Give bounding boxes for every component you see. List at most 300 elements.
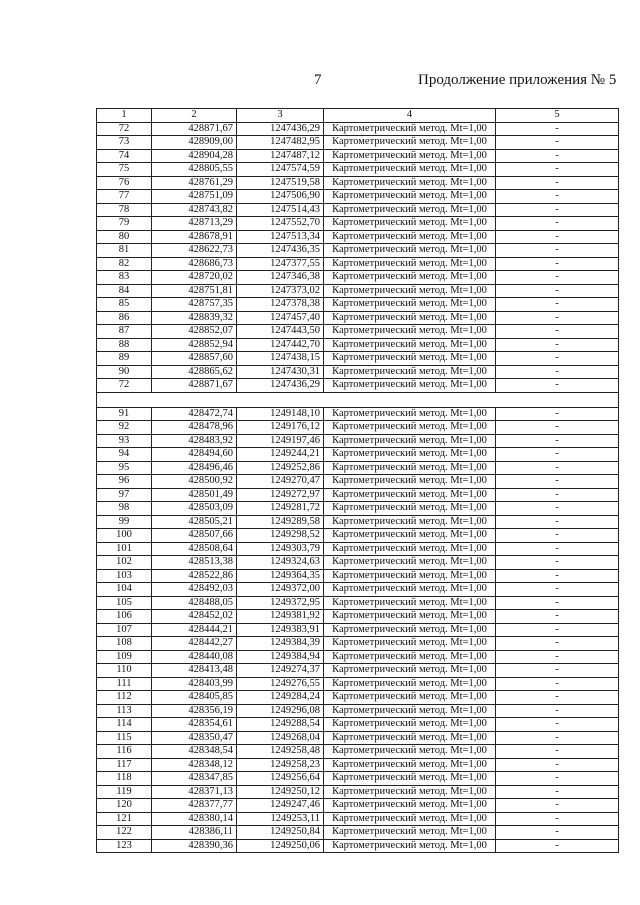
- x-coordinate-cell: 428871,67: [152, 379, 237, 393]
- x-coordinate-cell: 428452,02: [152, 610, 237, 624]
- accuracy-cell: -: [496, 407, 619, 421]
- method-cell: Картометрический метод. Mt=1,00: [324, 298, 496, 312]
- accuracy-cell: -: [496, 529, 619, 543]
- table-row: [97, 257, 619, 271]
- point-number-cell: 108: [97, 637, 152, 651]
- y-coordinate-cell: 1247436,29: [237, 379, 324, 393]
- method-cell: Картометрический метод. Mt=1,00: [324, 230, 496, 244]
- accuracy-cell: -: [496, 325, 619, 339]
- point-number-cell: 77: [97, 190, 152, 204]
- x-coordinate-cell: 428678,91: [152, 230, 237, 244]
- method-cell: Картометрический метод. Mt=1,00: [324, 691, 496, 705]
- point-number-cell: 100: [97, 529, 152, 543]
- accuracy-cell: -: [496, 284, 619, 298]
- x-coordinate-cell: 428508,64: [152, 542, 237, 556]
- x-coordinate-cell: 428371,13: [152, 785, 237, 799]
- accuracy-cell: -: [496, 718, 619, 732]
- point-number-cell: 97: [97, 488, 152, 502]
- method-cell: Картометрический метод. Mt=1,00: [324, 664, 496, 678]
- table-row: [97, 271, 619, 285]
- x-coordinate-cell: 428356,19: [152, 704, 237, 718]
- accuracy-cell: -: [496, 298, 619, 312]
- point-number-cell: 81: [97, 244, 152, 258]
- method-cell: Картометрический метод. Mt=1,00: [324, 190, 496, 204]
- table-row: [97, 365, 619, 379]
- accuracy-cell: -: [496, 799, 619, 813]
- method-cell: Картометрический метод. Mt=1,00: [324, 421, 496, 435]
- y-coordinate-cell: 1249288,54: [237, 718, 324, 732]
- table-row: [97, 502, 619, 516]
- table-row: [97, 230, 619, 244]
- x-coordinate-cell: 428472,74: [152, 407, 237, 421]
- x-coordinate-cell: 428720,02: [152, 271, 237, 285]
- x-coordinate-cell: 428507,66: [152, 529, 237, 543]
- y-coordinate-cell: 1247436,29: [237, 122, 324, 136]
- table-row: [97, 122, 619, 136]
- x-coordinate-cell: 428483,92: [152, 434, 237, 448]
- x-coordinate-cell: 428865,62: [152, 365, 237, 379]
- table-row: [97, 325, 619, 339]
- accuracy-cell: -: [496, 461, 619, 475]
- accuracy-cell: -: [496, 596, 619, 610]
- page-number: 7: [314, 72, 322, 88]
- accuracy-cell: -: [496, 434, 619, 448]
- point-number-cell: 117: [97, 758, 152, 772]
- table-row: [97, 772, 619, 786]
- y-coordinate-cell: 1249197,46: [237, 434, 324, 448]
- column-header: 3: [237, 109, 324, 123]
- x-coordinate-cell: 428488,05: [152, 596, 237, 610]
- table-row: [97, 785, 619, 799]
- point-number-cell: 105: [97, 596, 152, 610]
- point-number-cell: 116: [97, 745, 152, 759]
- accuracy-cell: -: [496, 271, 619, 285]
- accuracy-cell: -: [496, 149, 619, 163]
- accuracy-cell: -: [496, 637, 619, 651]
- table-row: [97, 677, 619, 691]
- accuracy-cell: -: [496, 569, 619, 583]
- table-row: [97, 176, 619, 190]
- point-number-cell: 102: [97, 556, 152, 570]
- y-coordinate-cell: 1249148,10: [237, 407, 324, 421]
- point-number-cell: 72: [97, 122, 152, 136]
- x-coordinate-cell: 428852,07: [152, 325, 237, 339]
- x-coordinate-cell: 428622,73: [152, 244, 237, 258]
- x-coordinate-cell: 428496,46: [152, 461, 237, 475]
- point-number-cell: 88: [97, 338, 152, 352]
- y-coordinate-cell: 1247442,70: [237, 338, 324, 352]
- y-coordinate-cell: 1247346,38: [237, 271, 324, 285]
- table-row: [97, 190, 619, 204]
- table-row: [97, 461, 619, 475]
- appendix-title: Продолжение приложения № 5: [418, 72, 617, 88]
- accuracy-cell: -: [496, 826, 619, 840]
- point-number-cell: 96: [97, 475, 152, 489]
- y-coordinate-cell: 1249303,79: [237, 542, 324, 556]
- point-number-cell: 86: [97, 311, 152, 325]
- table-row: [97, 515, 619, 529]
- point-number-cell: 85: [97, 298, 152, 312]
- point-number-cell: 80: [97, 230, 152, 244]
- y-coordinate-cell: 1247514,43: [237, 203, 324, 217]
- method-cell: Картометрический метод. Mt=1,00: [324, 650, 496, 664]
- y-coordinate-cell: 1249272,97: [237, 488, 324, 502]
- accuracy-cell: -: [496, 556, 619, 570]
- x-coordinate-cell: 428390,36: [152, 839, 237, 853]
- table-row: [97, 569, 619, 583]
- table-row: [97, 799, 619, 813]
- accuracy-cell: -: [496, 610, 619, 624]
- x-coordinate-cell: 428757,35: [152, 298, 237, 312]
- x-coordinate-cell: 428403,99: [152, 677, 237, 691]
- accuracy-cell: -: [496, 352, 619, 366]
- table-row: [97, 298, 619, 312]
- point-number-cell: 110: [97, 664, 152, 678]
- y-coordinate-cell: 1249268,04: [237, 731, 324, 745]
- method-cell: Картометрический метод. Mt=1,00: [324, 122, 496, 136]
- accuracy-cell: -: [496, 677, 619, 691]
- method-cell: Картометрический метод. Mt=1,00: [324, 149, 496, 163]
- method-cell: Картометрический метод. Mt=1,00: [324, 163, 496, 177]
- accuracy-cell: -: [496, 230, 619, 244]
- accuracy-cell: -: [496, 650, 619, 664]
- method-cell: Картометрический метод. Mt=1,00: [324, 136, 496, 150]
- point-number-cell: 84: [97, 284, 152, 298]
- x-coordinate-cell: 428751,81: [152, 284, 237, 298]
- point-number-cell: 120: [97, 799, 152, 813]
- accuracy-cell: -: [496, 176, 619, 190]
- point-number-cell: 82: [97, 257, 152, 271]
- table-row: [97, 311, 619, 325]
- point-number-cell: 79: [97, 217, 152, 231]
- separator-cell: [97, 392, 619, 407]
- x-coordinate-cell: 428513,38: [152, 556, 237, 570]
- accuracy-cell: -: [496, 475, 619, 489]
- table-row: [97, 475, 619, 489]
- accuracy-cell: -: [496, 812, 619, 826]
- table-row: [97, 610, 619, 624]
- point-number-cell: 73: [97, 136, 152, 150]
- y-coordinate-cell: 1249384,39: [237, 637, 324, 651]
- x-coordinate-cell: 428386,11: [152, 826, 237, 840]
- accuracy-cell: -: [496, 772, 619, 786]
- method-cell: Картометрический метод. Mt=1,00: [324, 610, 496, 624]
- method-cell: Картометрический метод. Mt=1,00: [324, 257, 496, 271]
- column-header: 2: [152, 109, 237, 123]
- method-cell: Картометрический метод. Mt=1,00: [324, 407, 496, 421]
- method-cell: Картометрический метод. Mt=1,00: [324, 731, 496, 745]
- x-coordinate-cell: 428500,92: [152, 475, 237, 489]
- method-cell: Картометрический метод. Mt=1,00: [324, 325, 496, 339]
- x-coordinate-cell: 428522,86: [152, 569, 237, 583]
- accuracy-cell: -: [496, 122, 619, 136]
- point-number-cell: 87: [97, 325, 152, 339]
- table-row: [97, 731, 619, 745]
- point-number-cell: 90: [97, 365, 152, 379]
- method-cell: Картометрический метод. Mt=1,00: [324, 637, 496, 651]
- point-number-cell: 103: [97, 569, 152, 583]
- y-coordinate-cell: 1247574,59: [237, 163, 324, 177]
- x-coordinate-cell: 428494,60: [152, 448, 237, 462]
- y-coordinate-cell: 1247378,38: [237, 298, 324, 312]
- x-coordinate-cell: 428761,29: [152, 176, 237, 190]
- accuracy-cell: -: [496, 421, 619, 435]
- point-number-cell: 104: [97, 583, 152, 597]
- method-cell: Картометрический метод. Mt=1,00: [324, 448, 496, 462]
- accuracy-cell: -: [496, 502, 619, 516]
- accuracy-cell: -: [496, 583, 619, 597]
- table-row: [97, 826, 619, 840]
- x-coordinate-cell: 428505,21: [152, 515, 237, 529]
- x-coordinate-cell: 428839,32: [152, 311, 237, 325]
- accuracy-cell: -: [496, 704, 619, 718]
- point-number-cell: 101: [97, 542, 152, 556]
- y-coordinate-cell: 1249384,94: [237, 650, 324, 664]
- method-cell: Картометрический метод. Mt=1,00: [324, 556, 496, 570]
- method-cell: Картометрический метод. Mt=1,00: [324, 217, 496, 231]
- accuracy-cell: -: [496, 488, 619, 502]
- y-coordinate-cell: 1247513,34: [237, 230, 324, 244]
- table-row: [97, 596, 619, 610]
- x-coordinate-cell: 428440,08: [152, 650, 237, 664]
- column-header: 1: [97, 109, 152, 123]
- x-coordinate-cell: 428857,60: [152, 352, 237, 366]
- x-coordinate-cell: 428904,28: [152, 149, 237, 163]
- group-separator-row: [97, 392, 619, 407]
- accuracy-cell: -: [496, 244, 619, 258]
- table-row: [97, 434, 619, 448]
- table-row: [97, 691, 619, 705]
- y-coordinate-cell: 1249296,08: [237, 704, 324, 718]
- table-row: [97, 758, 619, 772]
- method-cell: Картометрический метод. Mt=1,00: [324, 677, 496, 691]
- method-cell: Картометрический метод. Mt=1,00: [324, 704, 496, 718]
- x-coordinate-cell: 428380,14: [152, 812, 237, 826]
- column-header: 4: [324, 109, 496, 123]
- y-coordinate-cell: 1247519,58: [237, 176, 324, 190]
- x-coordinate-cell: 428492,03: [152, 583, 237, 597]
- y-coordinate-cell: 1247457,40: [237, 311, 324, 325]
- point-number-cell: 118: [97, 772, 152, 786]
- table-row: [97, 664, 619, 678]
- x-coordinate-cell: 428805,55: [152, 163, 237, 177]
- accuracy-cell: -: [496, 311, 619, 325]
- x-coordinate-cell: 428503,09: [152, 502, 237, 516]
- method-cell: Картометрический метод. Mt=1,00: [324, 569, 496, 583]
- coordinates-table: [96, 108, 619, 853]
- point-number-cell: 98: [97, 502, 152, 516]
- method-cell: Картометрический метод. Mt=1,00: [324, 785, 496, 799]
- y-coordinate-cell: 1249270,47: [237, 475, 324, 489]
- x-coordinate-cell: 428501,49: [152, 488, 237, 502]
- method-cell: Картометрический метод. Mt=1,00: [324, 488, 496, 502]
- method-cell: Картометрический метод. Mt=1,00: [324, 758, 496, 772]
- method-cell: Картометрический метод. Mt=1,00: [324, 583, 496, 597]
- point-number-cell: 76: [97, 176, 152, 190]
- accuracy-cell: -: [496, 542, 619, 556]
- y-coordinate-cell: 1249176,12: [237, 421, 324, 435]
- table-row: [97, 284, 619, 298]
- y-coordinate-cell: 1249274,37: [237, 664, 324, 678]
- method-cell: Картометрический метод. Mt=1,00: [324, 826, 496, 840]
- method-cell: Картометрический метод. Mt=1,00: [324, 502, 496, 516]
- accuracy-cell: -: [496, 379, 619, 393]
- method-cell: Картометрический метод. Mt=1,00: [324, 745, 496, 759]
- table-row: [97, 149, 619, 163]
- table-row: [97, 623, 619, 637]
- point-number-cell: 115: [97, 731, 152, 745]
- y-coordinate-cell: 1247506,90: [237, 190, 324, 204]
- point-number-cell: 111: [97, 677, 152, 691]
- table-row: [97, 488, 619, 502]
- table-row: [97, 650, 619, 664]
- accuracy-cell: -: [496, 515, 619, 529]
- y-coordinate-cell: 1249247,46: [237, 799, 324, 813]
- y-coordinate-cell: 1249383,91: [237, 623, 324, 637]
- accuracy-cell: -: [496, 839, 619, 853]
- method-cell: Картометрический метод. Mt=1,00: [324, 596, 496, 610]
- y-coordinate-cell: 1247443,50: [237, 325, 324, 339]
- y-coordinate-cell: 1249250,06: [237, 839, 324, 853]
- point-number-cell: 121: [97, 812, 152, 826]
- point-number-cell: 92: [97, 421, 152, 435]
- method-cell: Картометрический метод. Mt=1,00: [324, 434, 496, 448]
- y-coordinate-cell: 1249324,63: [237, 556, 324, 570]
- table-row: [97, 718, 619, 732]
- accuracy-cell: -: [496, 745, 619, 759]
- point-number-cell: 122: [97, 826, 152, 840]
- accuracy-cell: -: [496, 136, 619, 150]
- method-cell: Картометрический метод. Mt=1,00: [324, 475, 496, 489]
- point-number-cell: 109: [97, 650, 152, 664]
- y-coordinate-cell: 1247482,95: [237, 136, 324, 150]
- point-number-cell: 89: [97, 352, 152, 366]
- method-cell: Картометрический метод. Mt=1,00: [324, 812, 496, 826]
- method-cell: Картометрический метод. Mt=1,00: [324, 515, 496, 529]
- table-row: [97, 203, 619, 217]
- table-row: [97, 812, 619, 826]
- y-coordinate-cell: 1249364,35: [237, 569, 324, 583]
- x-coordinate-cell: 428405,85: [152, 691, 237, 705]
- method-cell: Картометрический метод. Mt=1,00: [324, 284, 496, 298]
- y-coordinate-cell: 1249276,55: [237, 677, 324, 691]
- method-cell: Картометрический метод. Mt=1,00: [324, 718, 496, 732]
- method-cell: Картометрический метод. Mt=1,00: [324, 311, 496, 325]
- table-row: [97, 338, 619, 352]
- y-coordinate-cell: 1247373,02: [237, 284, 324, 298]
- point-number-cell: 78: [97, 203, 152, 217]
- table-row: [97, 244, 619, 258]
- x-coordinate-cell: 428478,96: [152, 421, 237, 435]
- table-row: [97, 745, 619, 759]
- x-coordinate-cell: 428348,12: [152, 758, 237, 772]
- accuracy-cell: -: [496, 257, 619, 271]
- point-number-cell: 107: [97, 623, 152, 637]
- x-coordinate-cell: 428852,94: [152, 338, 237, 352]
- table-row: [97, 448, 619, 462]
- method-cell: Картометрический метод. Mt=1,00: [324, 379, 496, 393]
- y-coordinate-cell: 1247487,12: [237, 149, 324, 163]
- accuracy-cell: -: [496, 448, 619, 462]
- column-header: 5: [496, 109, 619, 123]
- y-coordinate-cell: 1247438,15: [237, 352, 324, 366]
- accuracy-cell: -: [496, 731, 619, 745]
- point-number-cell: 119: [97, 785, 152, 799]
- point-number-cell: 106: [97, 610, 152, 624]
- y-coordinate-cell: 1247552,70: [237, 217, 324, 231]
- x-coordinate-cell: 428686,73: [152, 257, 237, 271]
- point-number-cell: 75: [97, 163, 152, 177]
- table-row: [97, 704, 619, 718]
- y-coordinate-cell: 1249256,64: [237, 772, 324, 786]
- method-cell: Картометрический метод. Mt=1,00: [324, 352, 496, 366]
- accuracy-cell: -: [496, 203, 619, 217]
- table-row: [97, 556, 619, 570]
- y-coordinate-cell: 1249244,21: [237, 448, 324, 462]
- accuracy-cell: -: [496, 623, 619, 637]
- x-coordinate-cell: 428348,54: [152, 745, 237, 759]
- x-coordinate-cell: 428871,67: [152, 122, 237, 136]
- method-cell: Картометрический метод. Mt=1,00: [324, 176, 496, 190]
- table-row: [97, 163, 619, 177]
- table-row: [97, 379, 619, 393]
- method-cell: Картометрический метод. Mt=1,00: [324, 529, 496, 543]
- method-cell: Картометрический метод. Mt=1,00: [324, 772, 496, 786]
- accuracy-cell: -: [496, 163, 619, 177]
- table-row: [97, 407, 619, 421]
- point-number-cell: 91: [97, 407, 152, 421]
- x-coordinate-cell: 428444,21: [152, 623, 237, 637]
- accuracy-cell: -: [496, 758, 619, 772]
- point-number-cell: 74: [97, 149, 152, 163]
- y-coordinate-cell: 1249298,52: [237, 529, 324, 543]
- y-coordinate-cell: 1249258,23: [237, 758, 324, 772]
- x-coordinate-cell: 428347,85: [152, 772, 237, 786]
- accuracy-cell: -: [496, 664, 619, 678]
- method-cell: Картометрический метод. Mt=1,00: [324, 839, 496, 853]
- point-number-cell: 112: [97, 691, 152, 705]
- y-coordinate-cell: 1249250,84: [237, 826, 324, 840]
- method-cell: Картометрический метод. Mt=1,00: [324, 461, 496, 475]
- method-cell: Картометрический метод. Mt=1,00: [324, 542, 496, 556]
- accuracy-cell: -: [496, 691, 619, 705]
- x-coordinate-cell: 428743,82: [152, 203, 237, 217]
- y-coordinate-cell: 1249372,95: [237, 596, 324, 610]
- point-number-cell: 72: [97, 379, 152, 393]
- y-coordinate-cell: 1249372,00: [237, 583, 324, 597]
- accuracy-cell: -: [496, 785, 619, 799]
- method-cell: Картометрический метод. Mt=1,00: [324, 365, 496, 379]
- y-coordinate-cell: 1249253,11: [237, 812, 324, 826]
- point-number-cell: 83: [97, 271, 152, 285]
- accuracy-cell: -: [496, 338, 619, 352]
- y-coordinate-cell: 1249381,92: [237, 610, 324, 624]
- table-row: [97, 542, 619, 556]
- x-coordinate-cell: 428713,29: [152, 217, 237, 231]
- y-coordinate-cell: 1247430,31: [237, 365, 324, 379]
- x-coordinate-cell: 428909,00: [152, 136, 237, 150]
- table-row: [97, 136, 619, 150]
- x-coordinate-cell: 428354,61: [152, 718, 237, 732]
- y-coordinate-cell: 1249258,48: [237, 745, 324, 759]
- point-number-cell: 95: [97, 461, 152, 475]
- method-cell: Картометрический метод. Mt=1,00: [324, 271, 496, 285]
- y-coordinate-cell: 1249289,58: [237, 515, 324, 529]
- table-header-row: [97, 109, 619, 123]
- method-cell: Картометрический метод. Mt=1,00: [324, 623, 496, 637]
- table-row: [97, 839, 619, 853]
- y-coordinate-cell: 1249281,72: [237, 502, 324, 516]
